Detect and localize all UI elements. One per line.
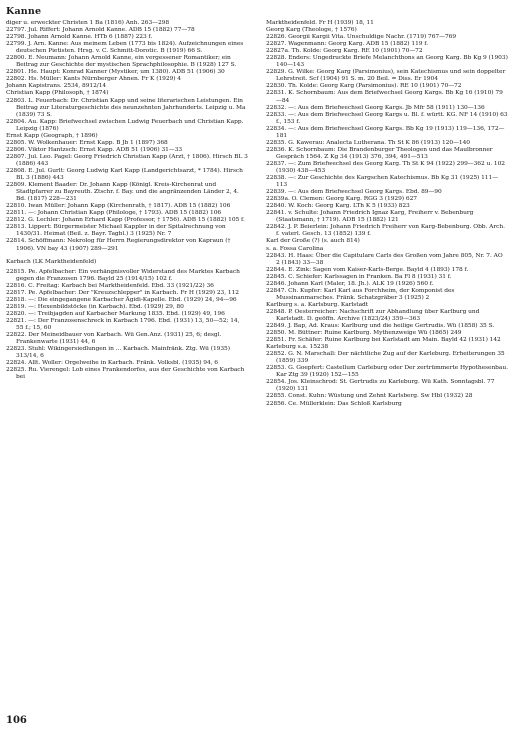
bibliography-entry: 22851. Fr. Schäfer: Ruine Karlburg bei Karlstadt am Main. Bayld 42 (1931) 142 bbox=[266, 337, 501, 344]
bibliography-entry: 22845. C. Schiefer: Karlssagen in Franken. Ba Fl 8 (1931) 31 f. bbox=[266, 273, 452, 280]
bibliography-entry: 22802. Hs. Müller: Kants Nürnberger Ahnen. Fr K (1929) 4 bbox=[6, 76, 182, 83]
bibliography-entry: 22850. M. Büttner: Ruine Karlburg. Mythenzweige Wü (1865) 249 bbox=[266, 330, 462, 337]
page-number: 106 bbox=[6, 715, 27, 726]
bibliography-entry: 22843. H. Haas: Über die Capitulare Carls des Großen vom Jahre 805, Nr. 7. AO 2 (1843) 33—38 bbox=[266, 252, 505, 266]
bibliography-entry: 22839. —: Aus dem Briefwechsel Georg Kargs. Ebd. 89—90 bbox=[266, 189, 442, 196]
bibliography-entry: 22818. —: Die eingegangene Karbacher Ägidi-Kapelle. Ebd. (1929) 24, 94—96 bbox=[6, 296, 237, 303]
bibliography-entry: 22800. E. Neumann: Johann Arnold Kanne, ein vergessener Romantiker; ein Beitrag zur Geschichte der mystischen Sprachphilosophie. B (1928) 127 S. bbox=[6, 55, 237, 69]
bibliography-entry: 22839a. O. Clemen: Georg Karg. RGG 3 (1929) 627 bbox=[266, 196, 417, 203]
bibliography-entry: 22841. v. Schulte: Johann Friedrich Ignaz Karg, Freiherr v. Bebenburg (Staatsmann, † 1719). ADB 15 (1882) 121 bbox=[266, 210, 476, 224]
bibliography-entry: 22855. Const. Kuhn: Wüstung und Zehnt Karlsberg. Sw Hbl (1932) 28 bbox=[266, 393, 473, 400]
subject-heading: Ernst Kapp (Geograph, † 1896) bbox=[6, 132, 98, 139]
bibliography-entry: 22810. Iwan Müller: Johann Kapp (Kirchenrath, † 1817). ADB 15 (1882) 106 bbox=[6, 203, 231, 210]
bibliography-entry: 22829. G. Wilke: Georg Karg (Parsimonius), sein Katechismus und sein doppelter Lehrstreit. Scf (1904) 91 S. m. 20 Beil. = Diss. Er 1904 bbox=[266, 69, 508, 83]
bibliography-entry: 22799. J. Arn. Kanne: Aus meinem Leben (1773 bis 1824). Aufzeichnungen eines deutschen Pietisten. Hrsg. v. C. Schmitt-Dorotic. B (1919) 66 S. bbox=[6, 41, 246, 55]
bibliography-entry: 22809. Klement Baader: Dr. Johann Kapp (Königl. Kreis-Kirchenrat und Stadtpfarrer zu Bayreuth. Ztschr. f. Bay. und die angränzenden Länder 2, 4. Bd. (1817) 228—231 bbox=[6, 182, 241, 203]
bibliography-entry: 22824. Allt. Woller: Orgelweihe in Karbach. Fränk. Volksbl. (1935) 94, 6 bbox=[6, 360, 219, 367]
subject-heading: Karl der Große (?) (s. auch 814) bbox=[266, 238, 360, 245]
bibliography-entry: 22837. —: Zum Briefwechsel des Georg Karg. Th St K 94 (1922) 299—362 u. 102 (1930) 438—453 bbox=[266, 160, 507, 174]
bibliography-entry: 22822. Der Meineidbauer von Karbach. Wü Gen.Anz. (1931) 25, 6; desgl. Frankenwarte (1931) 44, 6 bbox=[6, 332, 224, 346]
subject-heading: diger u. erweckter Christen 1 Ba (1816) Anh. 263—298 bbox=[6, 20, 170, 26]
bibliography-entry: 22848. P. Oesterreicher: Nachschrift zur Abhandlung über Karlburg und Karlstadt. D. geöffn. Archive (1823/24) 359—363 bbox=[266, 308, 482, 322]
bibliography-entry: 22812. G. Lechler: Johann Erhard Kapp (Professor, † 1756). ADB 15 (1882) 105 f. bbox=[6, 217, 245, 224]
bibliography-entry: 22816. C. Freitag: Karbach bei Marktheidenfeld. Ebd. 33 (1921/22) 36 bbox=[6, 282, 214, 289]
bibliography-entry: 22844. E. Zink: Sagen vom Kaiser-Karls-Berge. Bayld 4 (1893) 178 f. bbox=[266, 266, 469, 273]
bibliography-entry: 22833. —: Aus dem Briefwechsel Georg Kargs u. Bl. f. württ. KG. NF 14 (1910) 63 f., 153 f. bbox=[266, 111, 510, 125]
bibliography-entry: 22827. Wagenmann: Georg Karg. ADB 15 (1882) 119 f. bbox=[266, 41, 429, 48]
bibliography-entry: 22842. J. P. Beierlein: Johann Friedrich Freiherr von Karg-Bebenburg. Obb. Arch. f. vaterl. Gesch. 13 (1852) 139 f. bbox=[266, 224, 507, 238]
bibliography-entry: 22847. Ch. Kupfer: Karl Karl aus Forchheim, der Komponist des Mussinanmarsches. Fränk. Schatzgräber 3 (1925) 2 bbox=[266, 287, 457, 301]
bibliography-entry: 22811. —: Johann Christian Kapp (Philologe, † 1793). ADB 15 (1882) 106 bbox=[6, 210, 222, 217]
right-column bbox=[266, 20, 508, 710]
subject-heading: Johann Kapistrans. 2534, 8912/14 bbox=[6, 83, 107, 90]
running-head: Kanne bbox=[6, 6, 42, 17]
bibliography-entry: 22852. G. N. Marschall: Der nächtliche Zug auf der Karleburg. Erheiterungen 35 (1859) 339 bbox=[266, 351, 507, 365]
bibliography-entry: 22805. W. Wolkenhauer: Ernst Kapp. B Jb 1 (1897) 368 bbox=[6, 139, 168, 146]
bibliography-entry: 22825. Ru. Vierengel: Lob eines Frankendorfes, aus der Geschichte von Karbach bei bbox=[6, 367, 247, 381]
bibliography-entry: 22798. Johann Arnold Kanne. HTb 6 (1887) 223 f. bbox=[6, 34, 153, 41]
bibliography-entry: 22803. L. Feuerbach: Dr. Christian Kapp und seine literarischen Leistungen. Ein Beitrag zur Literaturgeschichte des neunzehnten Jahrhunderts. Leipzig u. Ma (1839) 73 S. bbox=[6, 97, 248, 118]
bibliography-entry: 22856. Ce. Müllerklein: Das Schloß Karlsburg bbox=[266, 400, 402, 407]
subject-heading: s. a. Fossa Carolina bbox=[266, 245, 324, 252]
bibliography-entry: 22830. Th. Kolde: Georg Karg (Parsimonius). RE 10 (1901) 70—72 bbox=[266, 83, 462, 90]
bibliography-entry: 22840. W. Koch: Georg Karg. LTh K 5 (1933) 823 bbox=[266, 203, 410, 210]
bibliography-entry: 22804. Au. Kapp: Briefwechsel zwischen Ludwig Feuerbach und Christian Kapp. Leipzig (1876) bbox=[6, 118, 246, 132]
bibliography-entry: 22823. Stuhl: Wikingersiedlungen in ... Karbach. Mainfränk. Ztg. Wü (1935) 313/14, 6 bbox=[6, 346, 232, 360]
bibliography-entry: 22817. Pe. Apfelbacher: Der "Kreuzschlepper" in Karbach. Fr H (1929) 23, 112 bbox=[6, 289, 239, 296]
left-column bbox=[6, 20, 248, 710]
bibliography-entry: 22820. —: Treibjagden auf Karbacher Markung 1835. Ebd. (1929) 49, 196 bbox=[6, 310, 225, 317]
bibliography-entry: 22853. G. Goepfert: Castellum Carleburg oder Der zertrümmerte Hypothesenbau. Kar Ztg 39 (1920) 152—155 bbox=[266, 365, 510, 379]
bibliography-entry: 22836. K. Schornbaum: Die Brandenburger Theologen und das Maulbronner Gespräch 1564. Z Kg 34 (1913) 376, 394, 491—513 bbox=[266, 146, 495, 160]
bibliography-entry: 22827a. Th. Kolde: Georg Karg. RE 10 (1901) 70—72 bbox=[266, 48, 423, 55]
bibliography-entry: 22819. —: Hexenbildstöcke (in Karbach). Ebd. (1929) 29, 80 bbox=[6, 303, 184, 310]
bibliography-entry: 22835. G. Kawerau: Analecta Lutherana. Th St K 86 (1913) 120—140 bbox=[266, 139, 471, 146]
bibliography-entry: 22808. E. Jul. Gurlt: Georg Ludwig Karl Kapp (Landgerichtsarzt, * 1784). Hirsch BL 3 (1886) 443 bbox=[6, 167, 245, 182]
bibliography-entry: 22814. Schöffmann: Nekrolog für Herrn Regierungsdirektor von Kapraun († 1906). VN bay 43 (1907) 289—291 bbox=[6, 238, 233, 252]
subject-heading: Karleburg s.a. 15238 bbox=[266, 344, 329, 351]
subject-heading: Christian Kapp (Philosoph, † 1874) bbox=[6, 90, 109, 97]
subject-heading: Georg Karg (Theologe, † 1576) bbox=[266, 27, 357, 34]
subject-heading: Karlburg s. a. Karlsburg. Karlstadt bbox=[266, 301, 369, 308]
bibliography-entry: 22807. Jul. Leo. Pagel: Georg Friedrich Christian Kapp (Arzt, † 1806). Hirsch BL 3 (1886) 443 bbox=[6, 153, 250, 167]
bibliography-entry: 22828. Enders: Ungedruckte Briefe Melanchthons an Georg Karg. Bb Kg 9 (1903) 140—143 bbox=[266, 55, 510, 69]
bibliography-entry: 22832. —: Aus dem Briefwechsel Georg Kargs. Jb Mfr 58 (1911) 130—136 bbox=[266, 104, 485, 111]
bibliography-entry: 22838. —: Zur Geschichte des Kargschen Katechismus. Bb Kg 31 (1925) 111—113 bbox=[266, 175, 499, 189]
bibliography-entry: 22826. Georgii Kargii Vita. Unschuldige Nachr. (1719) 767—769 bbox=[266, 34, 457, 41]
bibliography-entry: 22821. —: Der Franzosenschreck in Karbach 1796. Ebd. (1931) 13, 50—52; 14, 55 f.; 15, 60 bbox=[6, 317, 242, 331]
bibliography-entry: 22846. Johann Karl (Maler, 18. Jh.). ALK 19 (1926) 560 f. bbox=[266, 280, 434, 287]
bibliography-entry: 22834. —: Aus dem Briefwechsel Georg Kargs. Bb Kg 19 (1913) 119—136, 172—181 bbox=[266, 125, 505, 139]
bibliography-entry: 22813. Lippert: Bürgermeister Michael Kappler in der Spitalrechnung von 1430/31. Heimat (Beil. z. Bayr. Tagbl.) 3 (1925) Nr. 7 bbox=[6, 224, 228, 238]
bibliography-entry: 22797. Jul. Riffert: Johann Arnold Kanne. ADB 15 (1882) 77—78 bbox=[6, 27, 195, 34]
bibliography-entry: 22806. Viktor Hantzsch: Ernst Kapp. ADB 51 (1906) 31—33 bbox=[6, 146, 183, 153]
bibliography-entry: 22849. J. Bap, Ad. Kraus: Karlburg und die heilige Gertrudis. Wü (1858) 35 S. bbox=[266, 323, 495, 330]
subject-heading: Karbach (LK Marktheidenfeld) bbox=[6, 258, 97, 265]
bibliography-entry: 22801. He. Haupt: Konrad Kanner (Mystiker, um 1380). ADB 51 (1906) 30 bbox=[6, 69, 225, 76]
bibliography-entry: 22815. Pe. Apfelbacher: Ein verhängnisvoller Widerstand des Marktes Karbach gegen die Franzosen 1796. Bayld 25 (1914/15) 102 f. bbox=[6, 268, 242, 282]
bibliography-entry: 22831. K. Schornbaum: Aus dem Briefwechsel Georg Kargs. Bb Kg 16 (1910) 79—84 bbox=[266, 90, 503, 104]
subject-heading: Marktheidenfeld. Fr H (1939) 18, 11 bbox=[266, 20, 374, 26]
bibliography-entry: 22854. Jos. Kleinschrod: St. Gertrudis zu Karleburg. Wü Kath. Sonntagsbl. 77 (1920) 131 bbox=[266, 379, 497, 393]
